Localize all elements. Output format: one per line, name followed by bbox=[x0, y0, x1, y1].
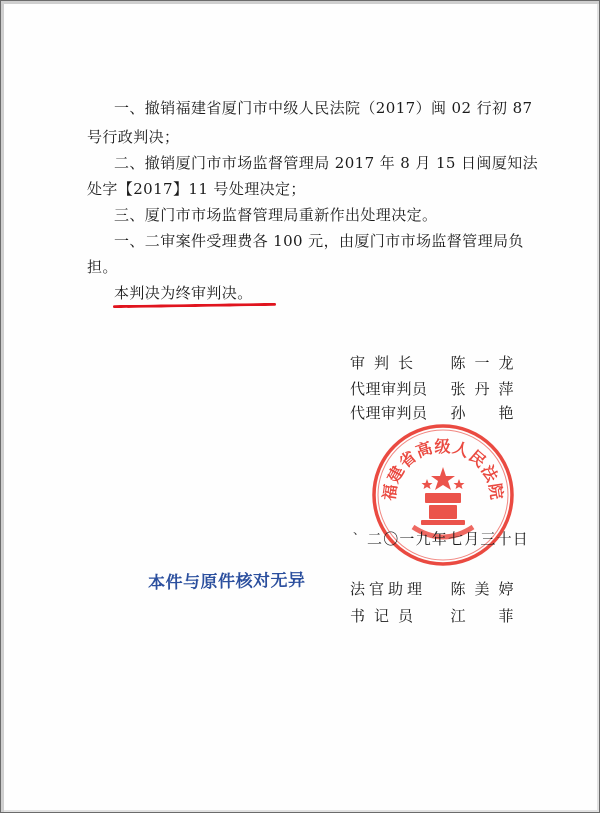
signature-name-char: 萍 bbox=[498, 380, 514, 398]
signature-role: 代理审判员 bbox=[350, 380, 428, 398]
signature-name-char: 龙 bbox=[498, 354, 514, 372]
final-judgment-line: 本判决为终审判决。 bbox=[114, 284, 253, 302]
signature-name-char: 艳 bbox=[498, 404, 514, 422]
certified-copy-stamp: 本件与原件核对无异 bbox=[147, 570, 306, 594]
paragraph-3: 三、厦门市市场监督管理局重新作出处理决定。 bbox=[114, 206, 438, 224]
signature-judge-assistant bbox=[350, 579, 518, 599]
paragraph-2-line-1: 二、撤销厦门市市场监督管理局 2017 年 8 月 15 日闽厦知法 bbox=[114, 154, 539, 172]
signature-name-char: 丹 bbox=[474, 380, 490, 398]
seal-text: 福建省高级人民法院 bbox=[379, 436, 507, 502]
signature-name-char: 陈 bbox=[450, 354, 466, 372]
signature-name-char: 婷 bbox=[498, 580, 514, 598]
signature-name-char: 美 bbox=[474, 580, 490, 598]
paragraph-4-line-2: 担。 bbox=[87, 258, 118, 276]
signature-role: 法官助理 bbox=[350, 580, 427, 598]
paragraph-1-line-2: 号行政判决； bbox=[87, 128, 180, 146]
paragraph-4-line-1: 一、二审案件受理费各 100 元，由厦门市市场监督管理局负 bbox=[114, 232, 524, 250]
judgment-date: 二〇一九年七月三十日 bbox=[367, 530, 530, 548]
paragraph-1-line-1: 一、撤销福建省厦门市中级人民法院（2017）闽 02 行初 87 bbox=[114, 99, 533, 117]
signature-role: 审判长 bbox=[350, 354, 423, 372]
signature-clerk bbox=[350, 606, 518, 626]
signature-acting-judge-1 bbox=[350, 379, 518, 399]
red-underline bbox=[113, 303, 276, 308]
signature-role: 代理审判员 bbox=[350, 404, 428, 422]
signature-acting-judge-2 bbox=[350, 403, 518, 423]
signature-name-char: 陈 bbox=[450, 580, 466, 598]
signature-name-char: 江 bbox=[450, 607, 466, 625]
mark-tick: 、 bbox=[353, 523, 366, 537]
signature-role: 书记员 bbox=[350, 607, 423, 625]
signature-name-char: 孙 bbox=[450, 404, 466, 422]
signature-name-char: 一 bbox=[474, 354, 490, 372]
signature-name-char: 张 bbox=[450, 380, 466, 398]
signature-name-char: 菲 bbox=[498, 607, 514, 625]
paragraph-2-line-2: 处字【2017】11 号处理决定； bbox=[87, 180, 306, 198]
signature-presiding-judge bbox=[350, 353, 518, 373]
